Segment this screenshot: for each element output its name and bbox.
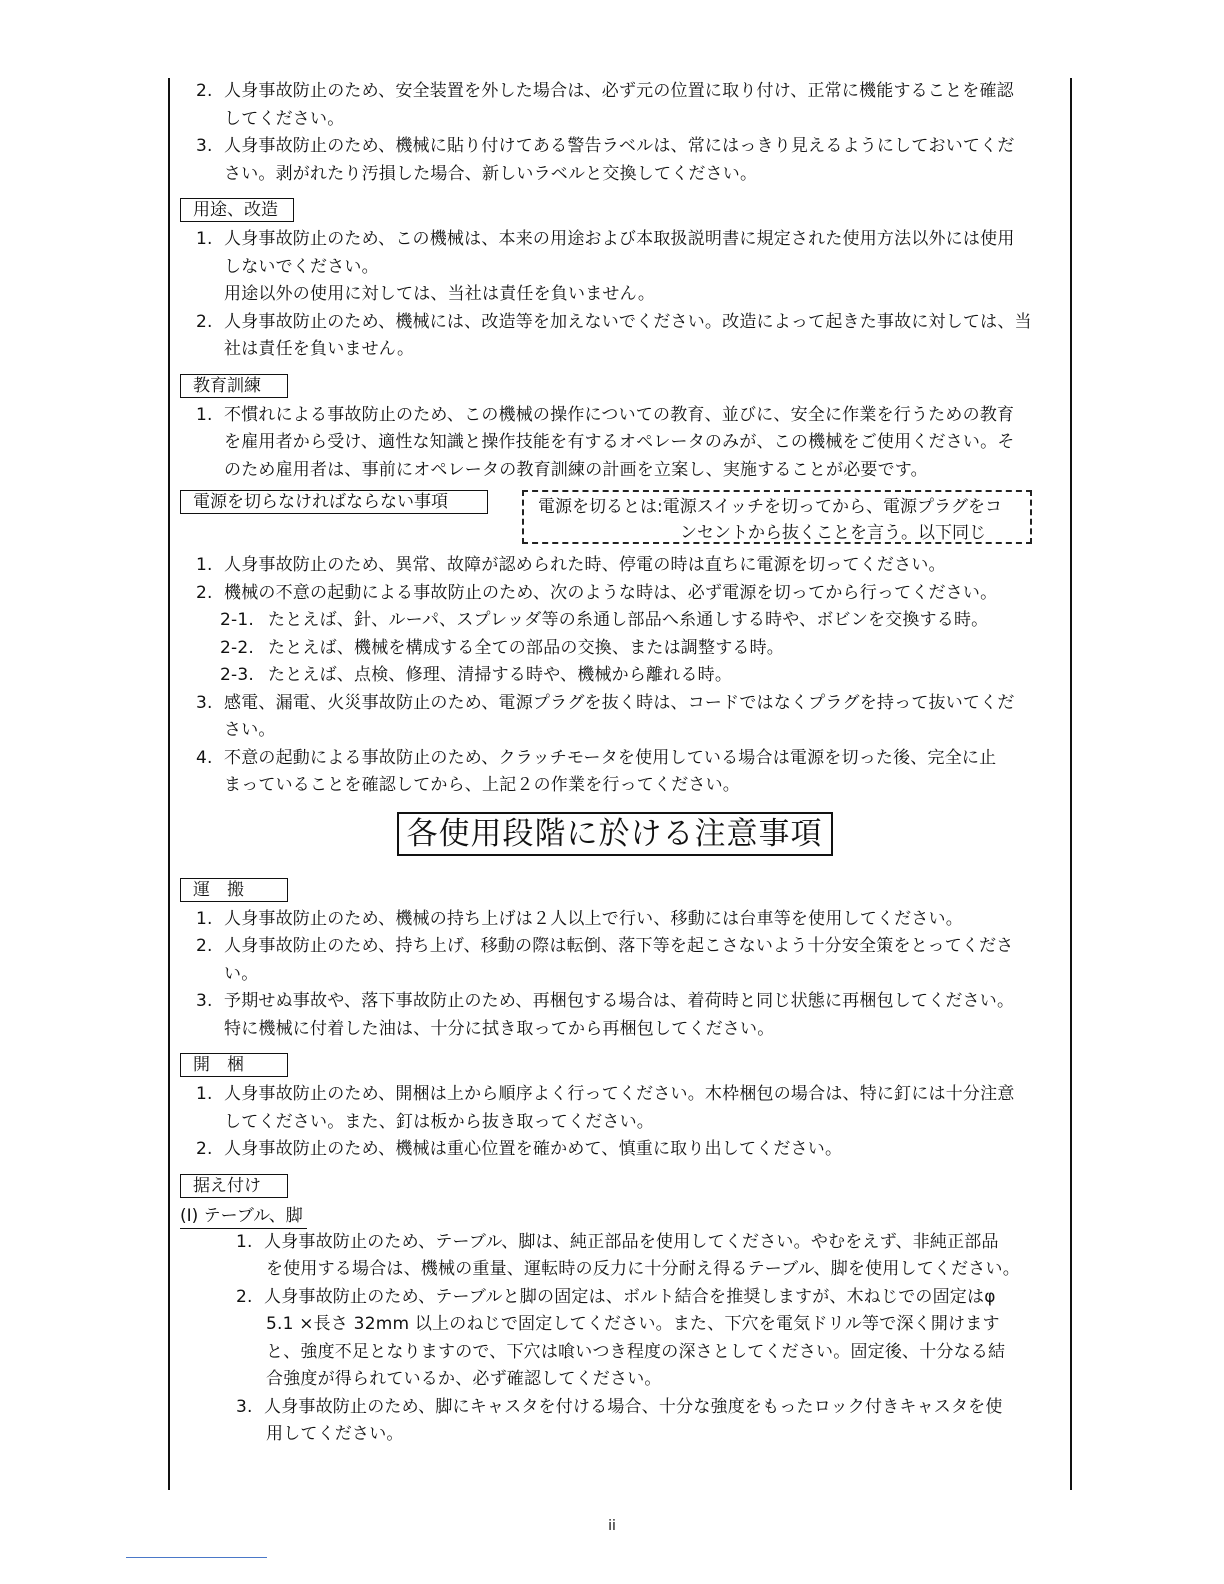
section-heading-transport: 運 搬 xyxy=(180,878,288,902)
list-item-cont: 用途以外の使用に対しては、当社は責任を負いません。 xyxy=(224,284,656,304)
list-item: 3. 予期せぬ事故や、落下事故防止のため、再梱包する場合は、着荷時と同じ状態に再梱包してください。 xyxy=(196,991,1015,1011)
list-item-cont: を雇用者から受け、適性な知識と操作技能を有するオペレータのみが、この機械をご使用ください。そ xyxy=(224,432,1015,452)
note-line: ンセントから抜くことを言う。以下同じ xyxy=(680,523,986,543)
sub-list-item: 2-2. たとえば、機械を構成する全ての部品の交換、または調整する時。 xyxy=(220,637,784,658)
list-item: 3. 人身事故防止のため、機械に貼り付けてある警告ラベルは、常にはっきり見えるようにしておいてくだ xyxy=(196,136,1015,156)
list-item: 1. 人身事故防止のため、開梱は上から順序よく行ってください。木枠梱包の場合は、特に釘には十分注意 xyxy=(196,1084,1015,1104)
list-item: 2. 人身事故防止のため、持ち上げ、移動の際は転倒、落下等を起こさないよう十分安全策をとってくださ xyxy=(196,936,1014,956)
list-item: 2. 人身事故防止のため、テーブルと脚の固定は、ボルト結合を推奨しますが、木ねじでの固定はφ xyxy=(236,1286,996,1307)
sub-list-item: 2-1. たとえば、針、ルーパ、スプレッダ等の糸通し部品へ糸通しする時や、ボビンを交換する時。 xyxy=(220,610,989,630)
section-heading-training: 教育訓練 xyxy=(180,374,288,398)
list-item: 1. 人身事故防止のため、この機械は、本来の用途および本取扱説明書に規定された使用方法以外には使用 xyxy=(196,229,1015,249)
list-item-cont: さい。剥がれたり汚損した場合、新しいラベルと交換してください。 xyxy=(224,163,758,184)
right-margin-rule xyxy=(1070,78,1072,1490)
list-item: 2. 人身事故防止のため、機械には、改造等を加えないでください。改造によって起きた事故に対しては、当 xyxy=(196,311,1032,332)
list-item-cont: してください。また、釘は板から抜き取ってください。 xyxy=(224,1111,654,1132)
list-item: 2. 人身事故防止のため、安全装置を外した場合は、必ず元の位置に取り付け、正常に機能することを確認 xyxy=(196,81,1014,101)
page-number: ii xyxy=(608,1518,616,1534)
subsection-heading: (Ⅰ) テーブル、脚 xyxy=(180,1204,307,1229)
list-item: 3. 感電、漏電、火災事故防止のため、電源プラグを抜く時は、コードではなくプラグを持って抜いてくだ xyxy=(196,692,1015,713)
list-item-cont: い。 xyxy=(224,963,259,984)
list-item-cont: のため雇用者は、事前にオペレータの教育訓練の計画を立案し、実施することが必要です。 xyxy=(224,459,928,480)
list-item-cont: 5.1 ×長さ 32mm 以上のねじで固定してください。また、下穴を電気ドリル等で深く開けます xyxy=(266,1314,1000,1334)
list-item-cont: と、強度不足となりますので、下穴は喰いつき程度の深さとしてください。固定後、十分なる結 xyxy=(266,1341,1006,1362)
list-item: 4. 不意の起動による事故防止のため、クラッチモータを使用している場合は電源を切った後、完全に止 xyxy=(196,747,997,768)
page-title: 各使用段階に於ける注意事項 xyxy=(397,812,833,856)
section-heading-unpack: 開 梱 xyxy=(180,1053,288,1077)
list-item: 1. 人身事故防止のため、機械の持ち上げは２人以上で行い、移動には台車等を使用してください。 xyxy=(196,908,963,929)
list-item: 1. 人身事故防止のため、異常、故障が認められた時、停電の時は直ちに電源を切ってください。 xyxy=(196,555,946,575)
list-item-cont: しないでください。 xyxy=(224,256,379,277)
left-margin-rule xyxy=(168,78,170,1490)
big-title-wrap xyxy=(180,812,1065,856)
section-heading-install: 据え付け xyxy=(180,1174,288,1198)
list-item: 1. 人身事故防止のため、テーブル、脚は、純正部品を使用してください。やむをえず、非純正部品 xyxy=(236,1231,999,1252)
list-item-cont: を使用する場合は、機械の重量、運転時の反力に十分耐え得るテーブル、脚を使用してください。 xyxy=(266,1259,1020,1279)
power-heading-row xyxy=(180,490,1065,552)
list-item-cont: 特に機械に付着した油は、十分に拭き取ってから再梱包してください。 xyxy=(224,1018,775,1039)
page-content xyxy=(180,78,1065,1449)
list-item-cont: 社は責任を負いません。 xyxy=(224,339,415,359)
list-item-cont: してください。 xyxy=(224,108,345,129)
footer-line xyxy=(126,1557,267,1558)
list-item: 2. 人身事故防止のため、機械は重心位置を確かめて、慎重に取り出してください。 xyxy=(196,1139,843,1159)
list-item-cont: 合強度が得られているか、必ず確認してください。 xyxy=(266,1369,662,1389)
list-item: 3. 人身事故防止のため、脚にキャスタを付ける場合、十分な強度をもったロック付きキャスタを使 xyxy=(236,1396,1003,1417)
list-item: 1. 不慣れによる事故防止のため、この機械の操作についての教育、並びに、安全に作業を行うための教育 xyxy=(196,404,1015,425)
list-item-cont: まっていることを確認してから、上記２の作業を行ってください。 xyxy=(224,775,740,795)
list-item: 2. 機械の不意の起動による事故防止のため、次のような時は、必ず電源を切ってから行ってください。 xyxy=(196,582,998,603)
list-item-cont: さい。 xyxy=(224,720,276,740)
list-item-cont: 用してください。 xyxy=(266,1424,404,1444)
section-heading-power: 電源を切らなければならない事項 xyxy=(180,490,488,514)
section-heading-usage: 用途、改造 xyxy=(180,198,294,222)
sub-list-item: 2-3. たとえば、点検、修理、清掃する時や、機械から離れる時。 xyxy=(220,665,733,685)
note-line: 電源を切るとは:電源スイッチを切ってから、電源プラグをコ xyxy=(538,497,1003,517)
power-definition-note xyxy=(522,490,1032,544)
